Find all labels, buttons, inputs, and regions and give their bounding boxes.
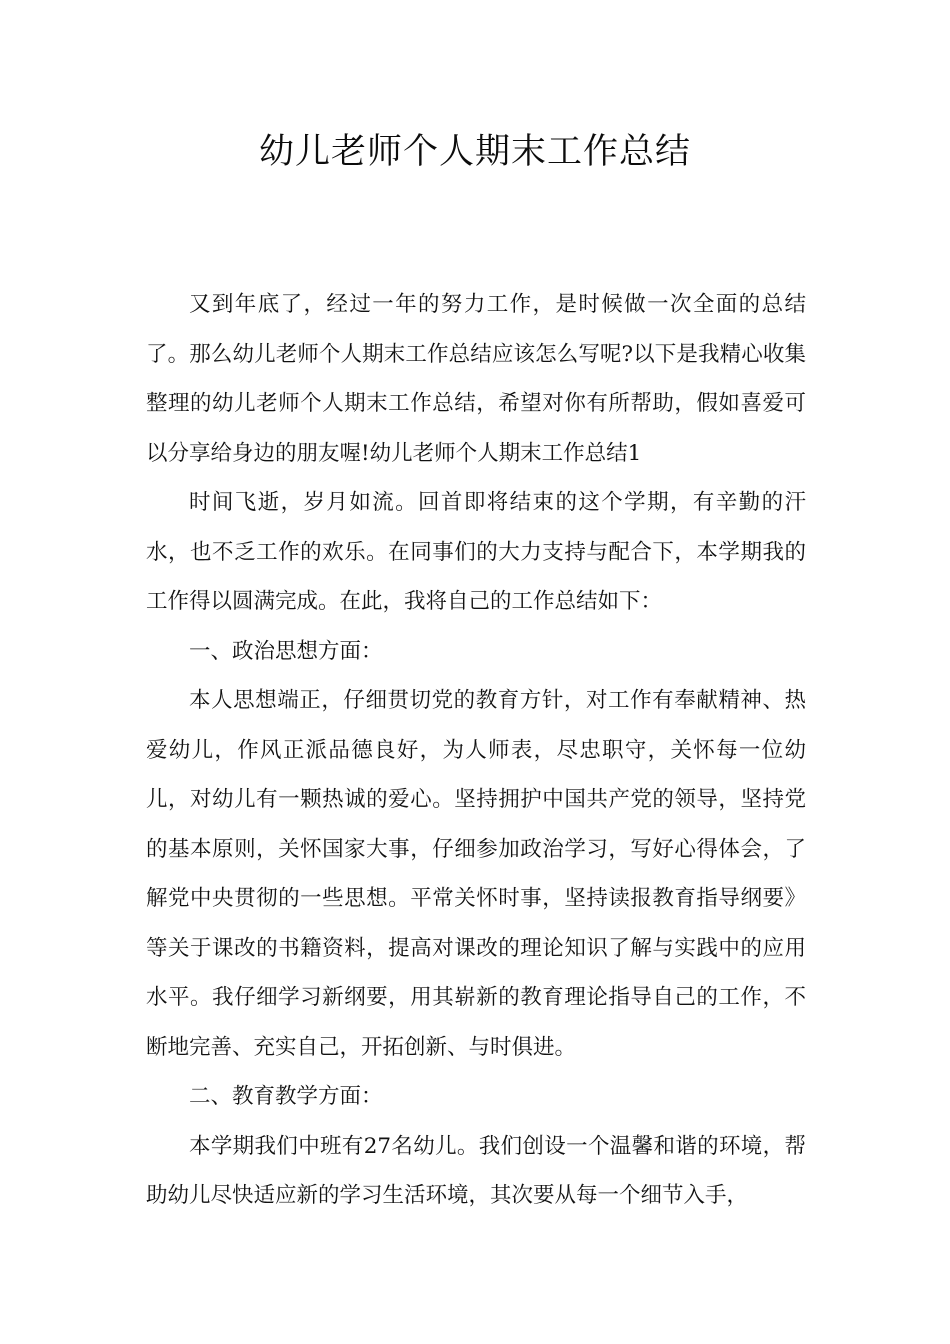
document-body <box>146 280 806 1221</box>
section-heading-teaching: 二、教育教学方面： <box>189 1084 383 1109</box>
document-title: 幼儿老师个人期末工作总结 <box>258 132 691 172</box>
politics-paragraph: 本人思想端正，仔细贯切党的教育方针，对工作有奉献精神、热爱幼儿，作风正派品德良好，为人师表，尽忠职守，关怀每一位幼儿，对幼儿有一颗热诚的爱心。坚持拥护中国共产党的领导，坚持党的基本原则，关怀国家大事，仔细参加政治学习，写好心得体会，了解党中央贯彻的一些思想。平常关怀时事，坚持读报教育指导纲要》等关于课改的书籍资料，提高对课改的理论知识了解与实践中的应用水平。我仔细学习新纲要，用其崭新的教育理论指导自己的工作，不断地完善、充实自己，开拓创新、与时俱进。 <box>146 688 806 1060</box>
section-heading-politics: 一、政治思想方面： <box>189 638 383 664</box>
teaching-paragraph: 本学期我们中班有27名幼儿。我们创设一个温馨和谐的环境，帮助幼儿尽快适应新的学习生活环境，其次要从每一个细节入手， <box>146 1133 806 1208</box>
intro-paragraph: 又到年底了，经过一年的努力工作，是时候做一次全面的总结了。那么幼儿老师个人期末工作总结应该怎么写呢?以下是我精心收集整理的幼儿老师个人期末工作总结，希望对你有所帮助，假如喜爱可以分享给身边的朋友喔!幼儿老师个人期末工作总结1 <box>146 292 806 466</box>
opening-paragraph: 时间飞逝，岁月如流。回首即将结束的这个学期，有辛勤的汗水，也不乏工作的欢乐。在同事们的大力支持与配合下，本学期我的工作得以圆满完成。在此，我将自己的工作总结如下： <box>146 490 806 614</box>
